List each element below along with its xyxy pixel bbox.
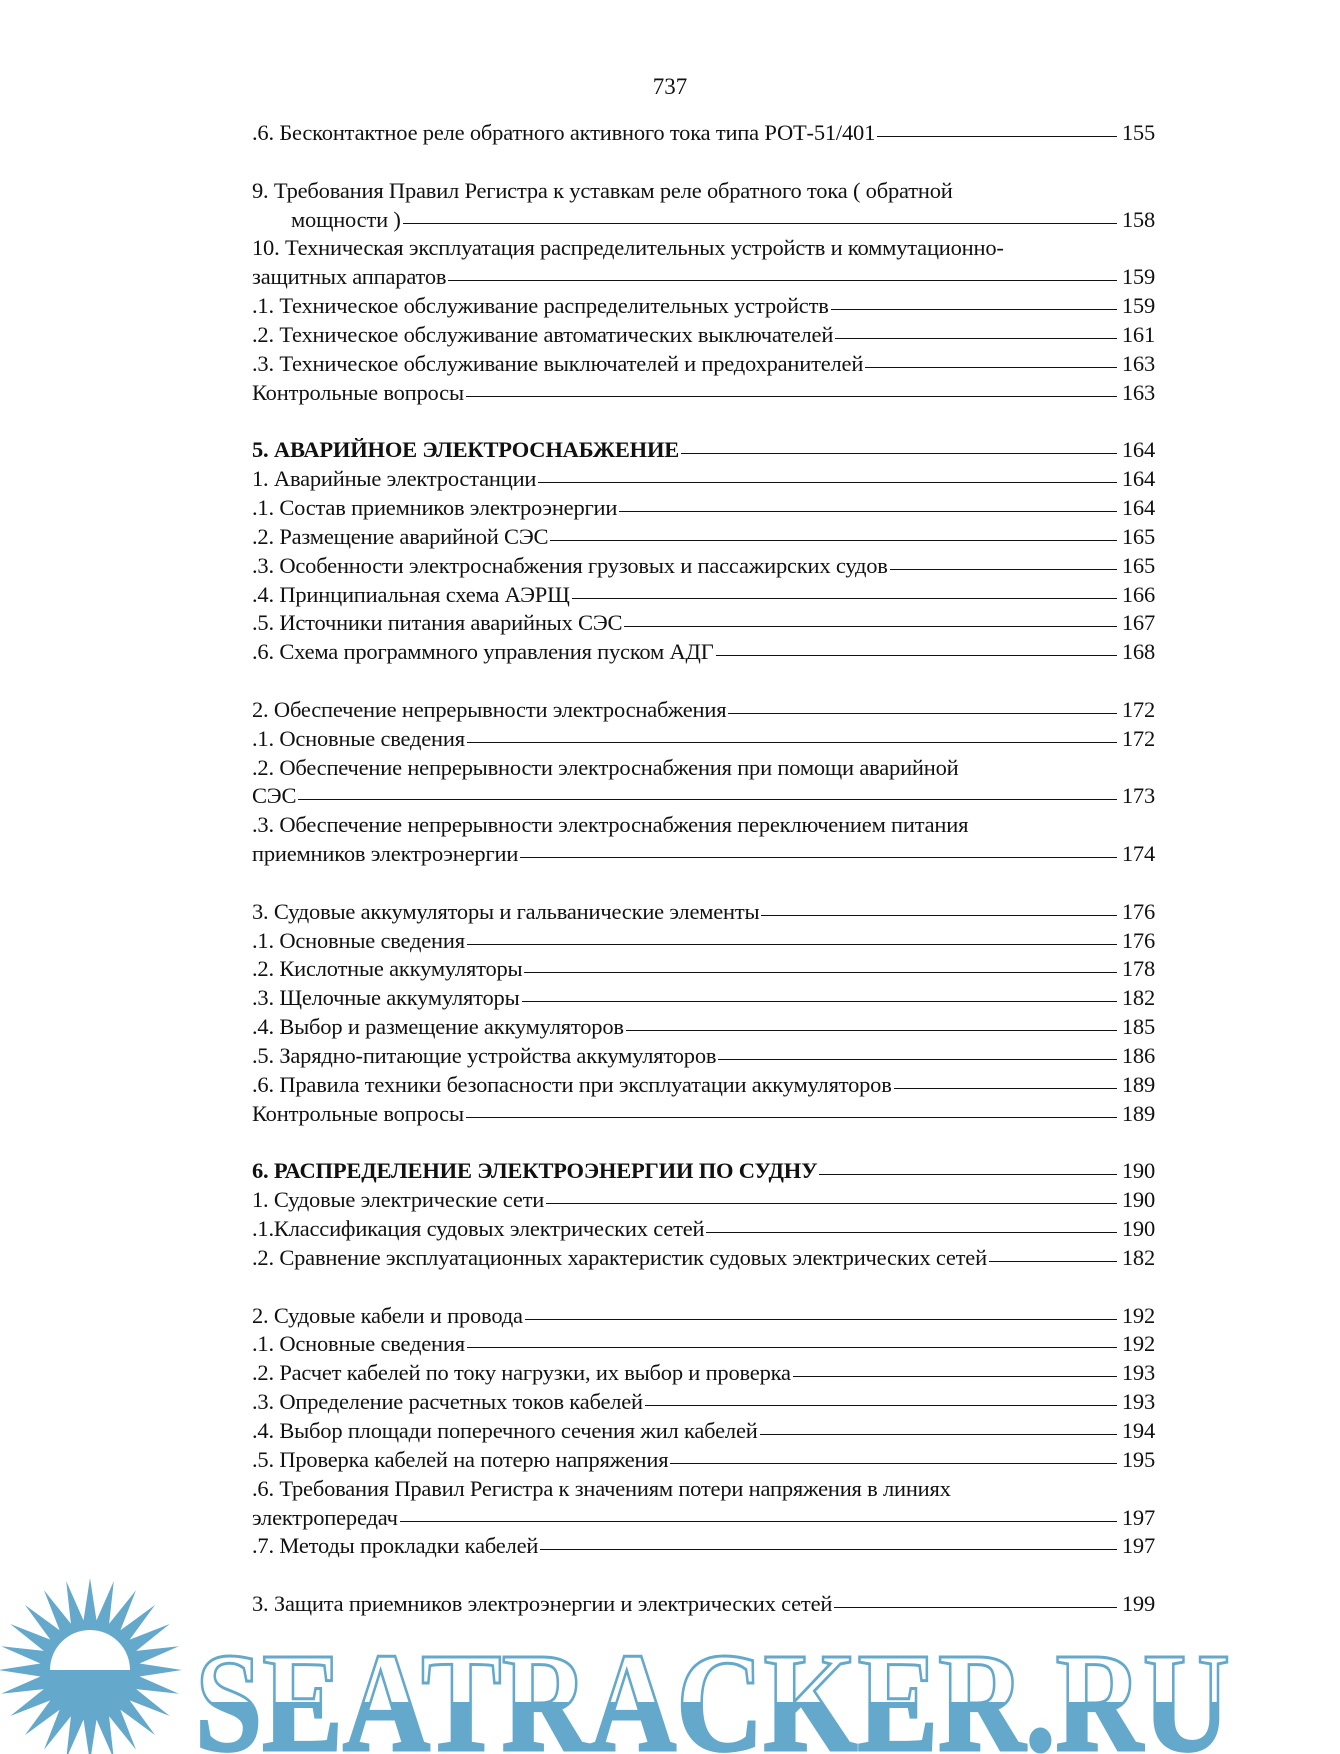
toc-entry-title: .3. Определение расчетных токов кабелей	[252, 1389, 643, 1415]
toc-entry	[252, 1446, 1155, 1475]
leader-line	[550, 540, 1117, 541]
leader-line	[718, 1059, 1117, 1060]
toc-entry-title: .5. Зарядно-питающие устройства аккумуляторов	[252, 1043, 717, 1068]
toc-entry	[252, 1417, 1155, 1446]
toc-entry-title: Контрольные вопросы	[252, 1100, 464, 1126]
toc-entry	[252, 436, 1155, 465]
toc-entry	[252, 984, 1155, 1013]
toc-page-number: 172	[1121, 696, 1155, 722]
toc-entry-title: .6. Требования Правил Регистра к значениям потери напряжения в линиях	[252, 1475, 951, 1501]
toc-entry-title: .3. Щелочные аккумуляторы	[252, 985, 520, 1011]
leader-line	[467, 742, 1117, 743]
toc-page-number: 192	[1121, 1302, 1155, 1328]
leader-line	[467, 944, 1117, 945]
toc-entry-title: .2. Техническое обслуживание автоматических выключателей	[252, 321, 834, 347]
toc-entry	[252, 811, 1155, 840]
toc-page-number: 193	[1121, 1360, 1155, 1386]
leader-line	[298, 799, 1117, 800]
toc-page-number: 178	[1121, 956, 1155, 982]
sun-logo-icon	[0, 1578, 182, 1754]
leader-line	[728, 713, 1117, 714]
toc-entry	[252, 955, 1155, 984]
toc-entry	[252, 1071, 1155, 1100]
leader-line	[624, 626, 1117, 627]
toc-page-number: 164	[1121, 437, 1155, 463]
leader-line	[877, 136, 1117, 137]
leader-line	[706, 1232, 1117, 1233]
toc-entry-title: приемников электроэнергии	[252, 841, 519, 867]
table-of-contents	[252, 119, 1155, 1619]
toc-page-number: 176	[1121, 927, 1155, 953]
leader-line	[467, 1347, 1117, 1348]
toc-entry-title: 1. Аварийные электростанции	[252, 466, 537, 492]
toc-page-number: 163	[1121, 350, 1155, 376]
toc-entry	[252, 696, 1155, 725]
toc-page-number: 164	[1121, 494, 1155, 520]
toc-entry	[252, 234, 1155, 263]
toc-entry	[252, 782, 1155, 811]
toc-entry	[252, 1504, 1155, 1533]
toc-page-number: 165	[1121, 523, 1155, 549]
toc-entry-title: .1. Основные сведения	[252, 927, 465, 953]
toc-entry-title: 5. АВАРИЙНОЕ ЭЛЕКТРОСНАБЖЕНИЕ	[252, 437, 680, 463]
toc-entry	[252, 927, 1155, 956]
toc-page-number: 190	[1121, 1216, 1155, 1242]
toc-page-number: 168	[1121, 639, 1155, 665]
toc-page-number: 193	[1121, 1389, 1155, 1415]
toc-entry-title: .2. Размещение аварийной СЭС	[252, 523, 549, 549]
toc-entry-title: 10. Техническая эксплуатация распределительных устройств и коммутационно-	[252, 235, 1004, 261]
leader-line	[819, 1174, 1117, 1175]
leader-line	[540, 1549, 1117, 1550]
toc-entry	[252, 206, 1155, 235]
toc-page-number: 163	[1121, 379, 1155, 405]
toc-page-number: 185	[1121, 1014, 1155, 1040]
toc-entry-title: .4. Выбор и размещение аккумуляторов	[252, 1014, 624, 1040]
leader-line	[466, 1117, 1117, 1118]
toc-entry	[252, 725, 1155, 754]
toc-entry-title: .1. Состав приемников электроэнергии	[252, 494, 618, 520]
toc-entry-title: 2. Обеспечение непрерывности электроснабжения	[252, 696, 727, 722]
toc-page-number: 159	[1121, 264, 1155, 290]
toc-entry-title: .1. Техническое обслуживание распределительных устройств	[252, 293, 829, 319]
leader-line	[831, 309, 1117, 310]
toc-entry-title: .4. Принципиальная схема АЭРЩ	[252, 581, 570, 607]
leader-line	[890, 569, 1117, 570]
toc-entry-title: электропередач	[252, 1504, 398, 1530]
toc-entry-title: 9. Требования Правил Регистра к уставкам реле обратного тока ( обратной	[252, 177, 953, 203]
toc-entry	[252, 1013, 1155, 1042]
toc-page-number: 199	[1121, 1591, 1155, 1617]
toc-page-number: 190	[1121, 1158, 1155, 1184]
toc-entry-title: защитных аппаратов	[252, 264, 447, 290]
leader-line	[466, 396, 1117, 397]
toc-entry-title: .1. Основные сведения	[252, 1331, 465, 1357]
toc-entry-title: 2. Судовые кабели и провода	[252, 1302, 523, 1328]
toc-entry-title: мощности )	[291, 206, 401, 232]
toc-page-number: 173	[1121, 783, 1155, 809]
toc-entry	[252, 754, 1155, 783]
toc-entry	[252, 177, 1155, 206]
toc-page-number: 186	[1121, 1043, 1155, 1068]
toc-page-number: 158	[1121, 206, 1155, 232]
page-number: 737	[652, 74, 688, 99]
toc-entry	[252, 494, 1155, 523]
leader-line	[681, 453, 1117, 454]
toc-page-number: 159	[1121, 293, 1155, 319]
leader-line	[865, 367, 1117, 368]
leader-line	[760, 1434, 1117, 1435]
toc-entry	[252, 350, 1155, 379]
toc-entry	[252, 1244, 1155, 1273]
leader-line	[793, 1376, 1117, 1377]
toc-entry	[252, 1475, 1155, 1504]
leader-line	[619, 511, 1117, 512]
seatracker-watermark	[0, 1580, 1240, 1754]
toc-entry	[252, 1302, 1155, 1331]
toc-entry-title: 3. Защита приемников электроэнергии и электрических сетей	[252, 1591, 833, 1617]
toc-page-number: 176	[1121, 898, 1155, 924]
leader-line	[400, 1521, 1117, 1522]
toc-page-number: 164	[1121, 466, 1155, 492]
toc-entry-title: 3. Судовые аккумуляторы и гальванические элементы	[252, 898, 760, 924]
toc-page-number: 190	[1121, 1187, 1155, 1213]
toc-entry-title: .1.Классификация судовых электрических сетей	[252, 1216, 705, 1242]
leader-line	[670, 1463, 1117, 1464]
leader-line	[716, 655, 1117, 656]
toc-entry-title: .6. Схема программного управления пуском АДГ	[252, 639, 714, 665]
toc-entry	[252, 1359, 1155, 1388]
toc-entry	[252, 1100, 1155, 1129]
toc-page-number: 182	[1121, 1244, 1155, 1270]
toc-entry-title: .6. Правила техники безопасности при эксплуатации аккумуляторов	[252, 1071, 892, 1097]
toc-entry-title: СЭС	[252, 783, 297, 809]
leader-line	[894, 1088, 1117, 1089]
toc-entry	[252, 898, 1155, 927]
toc-entry-title: .3. Особенности электроснабжения грузовых и пассажирских судов	[252, 552, 888, 578]
leader-line	[403, 223, 1117, 224]
toc-entry-title: .5. Источники питания аварийных СЭС	[252, 610, 623, 636]
toc-page-number: 174	[1121, 841, 1155, 867]
toc-page-number: 189	[1121, 1071, 1155, 1097]
leader-line	[524, 972, 1117, 973]
toc-entry	[252, 119, 1155, 148]
toc-entry	[252, 523, 1155, 552]
toc-page-number: 197	[1121, 1533, 1155, 1559]
leader-line	[645, 1405, 1117, 1406]
leader-line	[520, 857, 1117, 858]
toc-page-number: 192	[1121, 1331, 1155, 1357]
toc-entry	[252, 1215, 1155, 1244]
toc-entry-title: .4. Выбор площади поперечного сечения жил кабелей	[252, 1417, 758, 1443]
toc-entry	[252, 1157, 1155, 1186]
leader-line	[546, 1203, 1117, 1204]
toc-page-number: 172	[1121, 725, 1155, 751]
toc-entry-title: .3. Обеспечение непрерывности электроснабжения переключением питания	[252, 812, 969, 838]
leader-line	[989, 1261, 1117, 1262]
leader-line	[448, 280, 1117, 281]
toc-entry-title: Контрольные вопросы	[252, 379, 464, 405]
toc-page-number: 182	[1121, 985, 1155, 1011]
toc-entry	[252, 609, 1155, 638]
toc-entry	[252, 840, 1155, 869]
leader-line	[835, 338, 1117, 339]
toc-entry-title: .5. Проверка кабелей на потерю напряжения	[252, 1446, 669, 1472]
toc-page-number: 155	[1121, 120, 1155, 145]
toc-entry	[252, 1388, 1155, 1417]
toc-page-number: 197	[1121, 1504, 1155, 1530]
toc-entry	[252, 638, 1155, 667]
toc-entry-title: .1. Основные сведения	[252, 725, 465, 751]
toc-entry	[252, 263, 1155, 292]
toc-page-number: 166	[1121, 581, 1155, 607]
toc-entry	[252, 292, 1155, 321]
leader-line	[538, 482, 1117, 483]
toc-entry	[252, 581, 1155, 610]
leader-line	[761, 915, 1117, 916]
toc-entry	[252, 1532, 1155, 1561]
toc-entry-title: .2. Сравнение эксплуатационных характеристик судовых электрических сетей	[252, 1244, 987, 1270]
toc-page-number: 194	[1121, 1417, 1155, 1443]
toc-entry-title: 6. РАСПРЕДЕЛЕНИЕ ЭЛЕКТРОЭНЕРГИИ ПО СУДНУ	[252, 1158, 818, 1184]
toc-entry-title: .3. Техническое обслуживание выключателей и предохранителей	[252, 350, 864, 376]
toc-entry-title: .6. Бесконтактное реле обратного активного тока типа РОТ-51/401	[252, 120, 876, 145]
toc-entry	[252, 465, 1155, 494]
leader-line	[525, 1319, 1117, 1320]
toc-entry-title: 1. Судовые электрические сети	[252, 1187, 545, 1213]
leader-line	[626, 1030, 1117, 1031]
toc-entry	[252, 1186, 1155, 1215]
leader-line	[572, 598, 1117, 599]
toc-entry	[252, 321, 1155, 350]
toc-entry	[252, 1330, 1155, 1359]
toc-entry	[252, 552, 1155, 581]
toc-entry-title: .2. Обеспечение непрерывности электроснабжения при помощи аварийной	[252, 754, 959, 780]
toc-entry	[252, 1042, 1155, 1071]
toc-entry-title: .7. Методы прокладки кабелей	[252, 1533, 539, 1559]
toc-entry	[252, 379, 1155, 408]
toc-entry-title: .2. Кислотные аккумуляторы	[252, 956, 523, 982]
toc-page-number: 167	[1121, 610, 1155, 636]
toc-page-number: 161	[1121, 321, 1155, 347]
leader-line	[522, 1001, 1117, 1002]
toc-entry-title: .2. Расчет кабелей по току нагрузки, их выбор и проверка	[252, 1360, 791, 1386]
toc-page-number: 189	[1121, 1100, 1155, 1126]
toc-page-number: 165	[1121, 552, 1155, 578]
toc-page-number: 195	[1121, 1446, 1155, 1472]
watermark-text: SEATRACKER.RU	[195, 1623, 1230, 1754]
